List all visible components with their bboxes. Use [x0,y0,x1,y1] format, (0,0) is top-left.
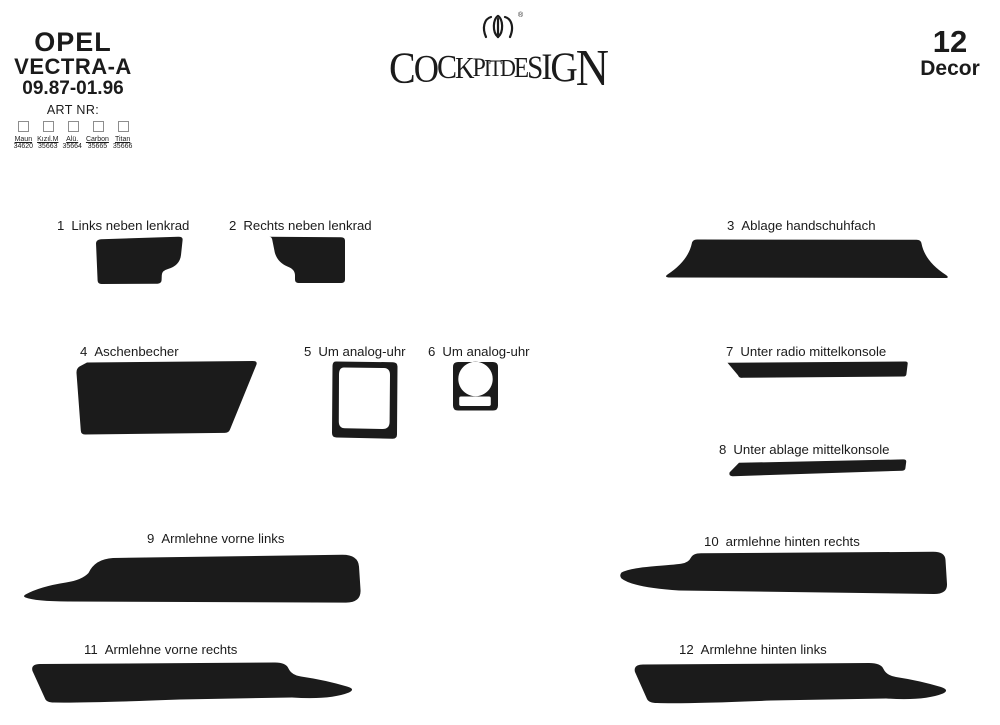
model-years: 09.87-01.96 [22,77,124,99]
registered-mark: ® [518,12,524,19]
logo-letter: I [541,47,551,88]
material-option [86,136,109,151]
part-shape [664,237,950,282]
material-code: 35663 [38,142,58,150]
part-label: 2 Rechts neben lenkrad [229,218,372,233]
part-label: 12 Armlehne hinten links [679,642,827,657]
material-code: 34620 [13,142,34,150]
material-list [4,136,142,151]
brand-title: OPEL [34,27,112,57]
logo-letter: P [472,53,484,83]
material-checkbox[interactable] [43,121,54,132]
material-checkbox[interactable] [118,121,129,132]
material-name: Alü. [66,135,79,143]
decor-count-block [905,26,995,80]
logo-letter: C [389,42,414,93]
art-nr-label: ART NR: [46,102,100,117]
logo-wordmark [368,28,628,108]
logo-letter: C [436,48,455,86]
decor-count: 12 [932,24,968,59]
part-shape [727,459,907,477]
material-checkbox-row [4,121,142,132]
material-code: 35665 [87,142,108,150]
logo-letter: T [489,54,500,81]
material-code: 35666 [112,142,133,150]
material-name: Kızıl.M [37,135,59,143]
logo-letter: N [575,38,607,96]
part-shape [726,361,908,379]
logo-letter: S [527,49,542,86]
part-shape [22,551,364,606]
material-option [113,136,132,151]
part-label: 4 Aschenbecher [80,344,179,359]
logo-letter: K [454,50,473,85]
material-name: Maun [14,135,33,143]
part-label: 10 armlehne hinten rechts [704,534,860,549]
decor-label: Decor [920,57,980,80]
part-label: 8 Unter ablage mittelkonsole [719,442,890,457]
material-option [14,136,33,151]
logo-letter: G [550,44,576,92]
logo-letter: E [513,52,528,84]
part-label: 6 Um analog-uhr [428,344,530,359]
material-checkbox[interactable] [93,121,104,132]
part-shape [261,236,347,287]
material-option [62,136,81,151]
part-shape [74,360,258,437]
part-shape [452,361,499,412]
part-label: 7 Unter radio mittelkonsole [726,344,887,359]
part-label: 11 Armlehne vorne rechts [84,642,238,657]
part-label: 3 Ablage handschuhfach [727,218,876,233]
material-name: Titan [114,135,131,143]
material-checkbox[interactable] [18,121,29,132]
header-left [4,28,142,150]
logo-letter: D [500,53,514,82]
part-shape [631,661,951,710]
part-shape [88,236,186,287]
part-label: 5 Um analog-uhr [304,344,406,359]
part-shape [330,361,398,440]
part-shape [619,551,949,599]
part-label: 9 Armlehne vorne links [147,531,285,546]
part-label: 1 Links neben lenkrad [57,218,190,233]
material-checkbox[interactable] [68,121,79,132]
model-title: VECTRA-A [14,54,132,80]
material-name: Carbon [85,135,109,143]
cockpitdesign-logo [368,14,628,110]
part-shape [30,661,358,710]
material-option [37,136,58,151]
material-code: 35664 [62,142,82,150]
logo-letter: I [483,53,490,82]
logo-letter: O [413,46,437,90]
